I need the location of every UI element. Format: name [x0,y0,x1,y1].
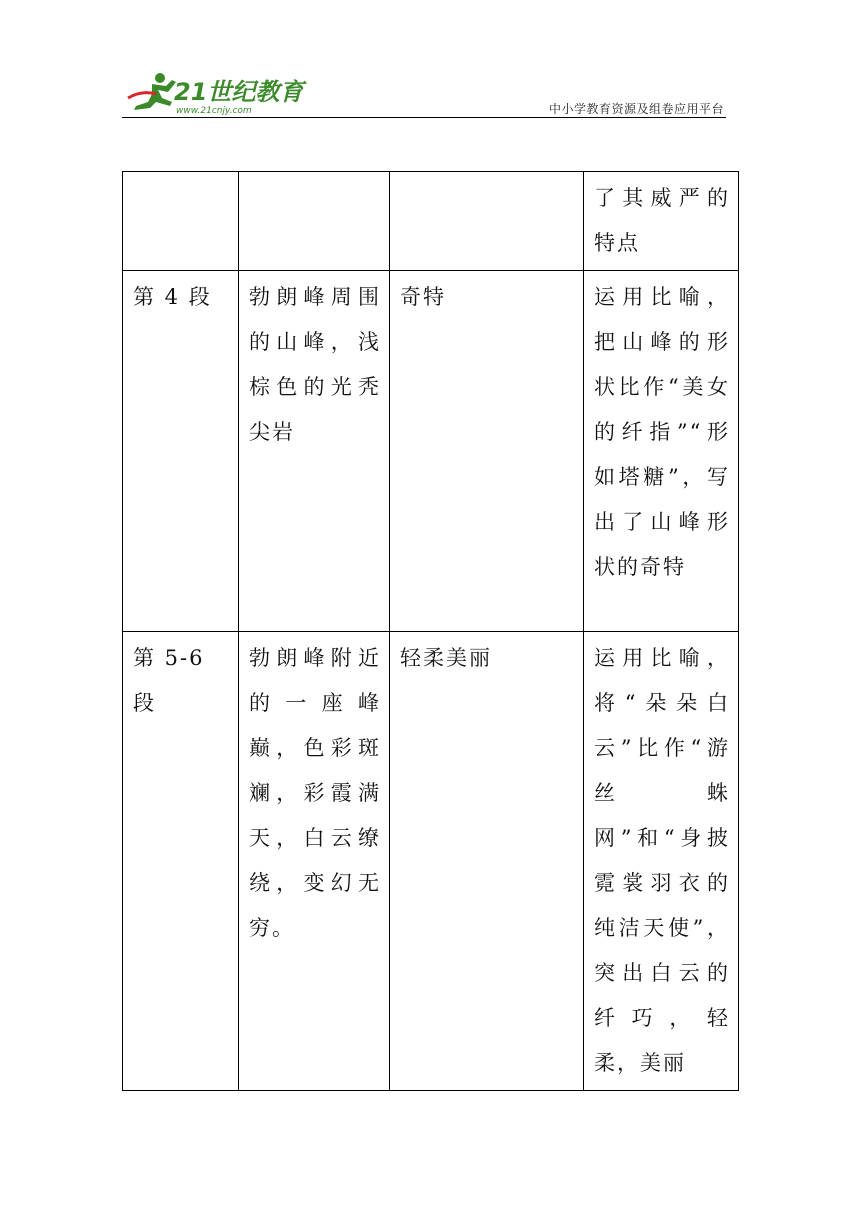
object-cell [239,172,390,271]
21cnjy-logo [122,68,322,116]
table-row [123,632,739,1091]
trait-cell: 奇特 [390,271,584,632]
runner-icon [128,73,176,110]
table-row [123,172,739,271]
section-cell: 第 5-6 段 [123,632,239,1091]
technique-cell: 运用比喻，把山峰的形状比作“美女的纤指”“形如塔糖”，写出了山峰形状的奇特 [584,271,739,632]
section-cell: 第 4 段 [123,271,239,632]
trait-cell [390,172,584,271]
svg-text:www.21cnjy.com: www.21cnjy.com [176,106,252,116]
object-cell: 勃朗峰附近的一座峰巅，色彩斑斓，彩霞满天，白云缭绕，变幻无穷。 [239,632,390,1091]
object-cell: 勃朗峰周围的山峰，浅棕色的光秃尖岩 [239,271,390,632]
trait-cell: 轻柔美丽 [390,632,584,1091]
analysis-table [122,171,739,1091]
header-divider [122,117,726,118]
page-header [122,66,726,118]
svg-text:21世纪教育: 21世纪教育 [174,78,304,106]
technique-cell: 运用比喻，将“朵朵白云”比作“游丝蛛网”和“身披霓裳羽衣的纯洁天使”，突出白云的纤巧，轻柔，美丽 [584,632,739,1091]
technique-cell: 了其威严的特点 [584,172,739,271]
platform-name: 中小学教育资源及组卷应用平台 [548,102,724,116]
section-cell [123,172,239,271]
table-row [123,271,739,632]
